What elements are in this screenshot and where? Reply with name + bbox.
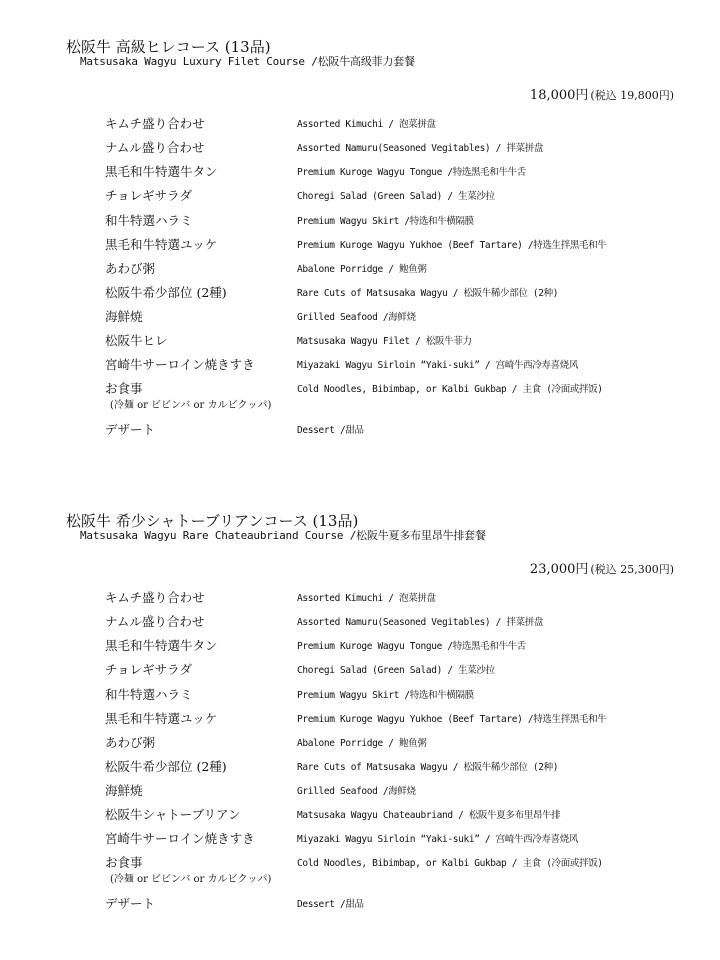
menu-item [0, 781, 720, 801]
menu-item [0, 114, 720, 134]
menu-item-en: Premium Wagyu Skirt /特选和牛横隔膜 [297, 216, 474, 227]
menu-item [0, 331, 720, 351]
course-subtitle: Matsusaka Wagyu Luxury Filet Course /松阪牛高级菲力套餐 [80, 55, 415, 68]
menu-item-jp: 松阪牛希少部位 (2種) [105, 285, 227, 300]
menu-item-note: (冷麺 or ビビンバ or カルビクッパ) [110, 874, 272, 885]
menu-item-en: Assorted Namuru(Seasoned Vegitables) / 拌菜拼盘 [297, 617, 544, 628]
menu-item-en: Assorted Kimuchi / 泡菜拼盘 [297, 593, 436, 604]
price-tax-included: (税込 19,800円) [590, 89, 674, 102]
menu-item [0, 636, 720, 656]
menu-item-en: Dessert /甜品 [297, 899, 364, 910]
menu-item-jp: 松阪牛希少部位 (2種) [105, 759, 227, 774]
menu-item-en: Premium Kuroge Wagyu Tongue /特选黑毛和牛牛舌 [297, 167, 526, 178]
menu-item-jp: チョレギサラダ [105, 188, 193, 203]
menu-item [0, 283, 720, 303]
menu-item-jp: 松阪牛シャトーブリアン [105, 807, 241, 822]
menu-item [0, 685, 720, 705]
menu-item-en: Rare Cuts of Matsusaka Wagyu / 松阪牛稀少部位 (2种) [297, 762, 559, 773]
menu-item-jp: お食事 [105, 855, 143, 870]
menu-item-jp: ナムル盛り合わせ [105, 140, 205, 155]
menu-item-jp: 松阪牛ヒレ [105, 333, 168, 348]
course-price [530, 84, 674, 103]
menu-item [0, 829, 720, 849]
menu-item [0, 138, 720, 158]
menu-item-en: Cold Noodles, Bibimbap, or Kalbi Gukbap / 主食 (冷面或拌饭) [297, 858, 603, 869]
course-price [530, 558, 674, 577]
menu-item-jp: あわび粥 [105, 261, 156, 276]
menu-item-jp: キムチ盛り合わせ [105, 116, 205, 131]
menu-item [0, 420, 720, 440]
menu-item [0, 853, 720, 885]
menu-item [0, 894, 720, 914]
menu-item-jp: ナムル盛り合わせ [105, 614, 205, 629]
menu-item-en: Choregi Salad (Green Salad) / 生菜沙拉 [297, 665, 495, 676]
course-title: 松阪牛 希少シャトーブリアンコース (13品) [66, 512, 359, 530]
menu-item-en: Matsusaka Wagyu Filet / 松阪牛菲力 [297, 336, 472, 347]
menu-item [0, 612, 720, 632]
menu-item [0, 259, 720, 279]
menu-item-en: Dessert /甜品 [297, 425, 364, 436]
menu-item-en: Assorted Namuru(Seasoned Vegitables) / 拌菜拼盘 [297, 143, 544, 154]
menu-item-jp: あわび粥 [105, 735, 156, 750]
menu-item-jp: お食事 [105, 381, 143, 396]
menu-item-jp: キムチ盛り合わせ [105, 590, 205, 605]
menu-item-jp: 黒毛和牛特選牛タン [105, 638, 218, 653]
menu-item [0, 757, 720, 777]
menu-item-note: (冷麺 or ビビンバ or カルビクッパ) [110, 400, 272, 411]
menu-item [0, 186, 720, 206]
price-value: 23,000円 [529, 562, 589, 577]
menu-item [0, 211, 720, 231]
menu-item-jp: チョレギサラダ [105, 662, 193, 677]
menu-item-en: Premium Wagyu Skirt /特选和牛横隔膜 [297, 690, 474, 701]
menu-item-jp: 黒毛和牛特選ユッケ [105, 237, 218, 252]
menu-item-jp: 和牛特選ハラミ [105, 213, 193, 228]
menu-item-en: Cold Noodles, Bibimbap, or Kalbi Gukbap / 主食 (冷面或拌饭) [297, 384, 603, 395]
price-value: 18,000円 [529, 88, 589, 103]
menu-item [0, 805, 720, 825]
menu-item-en: Grilled Seafood /海鲜烧 [297, 312, 416, 323]
menu-item-en: Rare Cuts of Matsusaka Wagyu / 松阪牛稀少部位 (2种) [297, 288, 559, 299]
menu-item-en: Grilled Seafood /海鲜烧 [297, 786, 416, 797]
menu-item [0, 588, 720, 608]
menu-item [0, 660, 720, 680]
menu-item [0, 709, 720, 729]
menu-item-jp: 宮崎牛サーロイン焼きすき [105, 357, 255, 372]
menu-item-jp: 和牛特選ハラミ [105, 687, 193, 702]
menu-item-en: Abalone Porridge / 鲍鱼粥 [297, 738, 427, 749]
menu-item-en: Premium Kuroge Wagyu Yukhoe (Beef Tartare) /特选生拌黑毛和牛 [297, 714, 607, 725]
menu-item [0, 307, 720, 327]
menu-item-jp: 海鮮焼 [105, 309, 143, 324]
course-subtitle: Matsusaka Wagyu Rare Chateaubriand Course /松阪牛夏多布里昂牛排套餐 [80, 529, 486, 542]
menu-item-en: Abalone Porridge / 鲍鱼粥 [297, 264, 427, 275]
menu-item [0, 235, 720, 255]
menu-item [0, 162, 720, 182]
price-tax-included: (税込 25,300円) [590, 563, 674, 576]
menu-item [0, 379, 720, 411]
menu-item [0, 355, 720, 375]
menu-item-jp: 海鮮焼 [105, 783, 143, 798]
menu-item-en: Miyazaki Wagyu Sirloin “Yaki-suki” / 宫崎牛西冷寿喜烧风 [297, 834, 579, 845]
menu-item-jp: 宮崎牛サーロイン焼きすき [105, 831, 255, 846]
menu-item-jp: 黒毛和牛特選牛タン [105, 164, 218, 179]
menu-item-jp: デザート [105, 896, 156, 911]
menu-item-en: Choregi Salad (Green Salad) / 生菜沙拉 [297, 191, 495, 202]
menu-item-en: Miyazaki Wagyu Sirloin “Yaki-suki” / 宫崎牛西冷寿喜烧风 [297, 360, 579, 371]
menu-item [0, 733, 720, 753]
course-title: 松阪牛 高級ヒレコース (13品) [66, 38, 271, 56]
menu-item-en: Premium Kuroge Wagyu Yukhoe (Beef Tartare) /特选生拌黑毛和牛 [297, 240, 607, 251]
menu-item-en: Matsusaka Wagyu Chateaubriand / 松阪牛夏多布里昂牛排 [297, 810, 561, 821]
menu-item-en: Premium Kuroge Wagyu Tongue /特选黑毛和牛牛舌 [297, 641, 526, 652]
menu-item-en: Assorted Kimuchi / 泡菜拼盘 [297, 119, 436, 130]
menu-item-jp: 黒毛和牛特選ユッケ [105, 711, 218, 726]
menu-item-jp: デザート [105, 422, 156, 437]
